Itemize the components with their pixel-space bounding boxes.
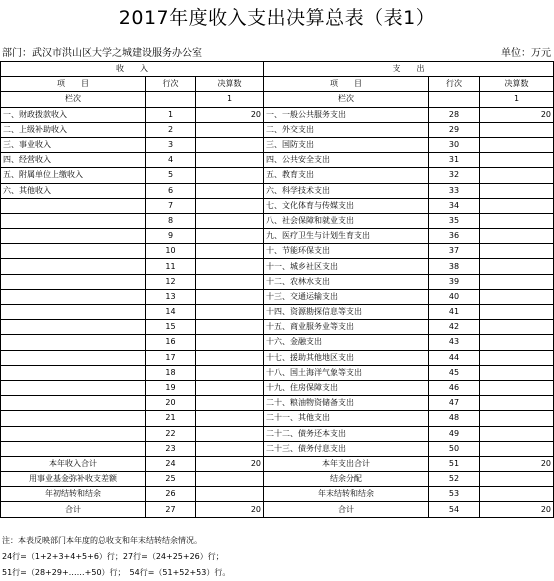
summary-row xyxy=(1,472,554,487)
expense-line-no-cell: 53 xyxy=(429,487,480,502)
expense-amount-cell xyxy=(480,472,554,487)
table-row xyxy=(1,213,554,228)
expense-line-no-cell: 47 xyxy=(429,396,480,411)
income-amount-cell xyxy=(196,183,264,198)
income-item-cell: 五、附属单位上缴收入 xyxy=(1,168,146,183)
expense-item-cell: 十一、城乡社区支出 xyxy=(264,259,429,274)
expense-line-no-cell: 50 xyxy=(429,441,480,456)
expense-amount-cell xyxy=(480,289,554,304)
income-line-no-blank xyxy=(146,92,196,107)
income-line-no-cell: 14 xyxy=(146,305,196,320)
income-item-cell xyxy=(1,274,146,289)
table-row xyxy=(1,168,554,183)
expense-item-cell: 十六、金融支出 xyxy=(264,335,429,350)
table-row xyxy=(1,289,554,304)
expense-amount-cell xyxy=(480,183,554,198)
expense-line-no-cell: 36 xyxy=(429,229,480,244)
department-label: 部门：武汉市洪山区大学之城建设服务办公室 xyxy=(2,48,202,59)
table-row xyxy=(1,122,554,137)
income-line-no-cell: 16 xyxy=(146,335,196,350)
expense-line-no-cell: 41 xyxy=(429,305,480,320)
table-row xyxy=(1,274,554,289)
expense-item-cell: 三、国防支出 xyxy=(264,137,429,152)
income-item-cell: 一、财政拨款收入 xyxy=(1,107,146,122)
income-amount-cell xyxy=(196,198,264,213)
expense-item-cell: 十八、国土海洋气象等支出 xyxy=(264,365,429,380)
table-notes xyxy=(2,533,230,581)
expense-amount-cell xyxy=(480,365,554,380)
expense-line-no-cell: 46 xyxy=(429,380,480,395)
expense-line-no-cell: 45 xyxy=(429,365,480,380)
income-item-cell xyxy=(1,229,146,244)
income-item-cell xyxy=(1,198,146,213)
expense-amount-cell xyxy=(480,411,554,426)
expense-line-no-cell: 31 xyxy=(429,153,480,168)
expense-line-no-cell: 52 xyxy=(429,472,480,487)
income-amount-cell xyxy=(196,259,264,274)
income-item-cell: 本年收入合计 xyxy=(1,456,146,471)
income-item-cell: 年初结转和结余 xyxy=(1,487,146,502)
income-item-cell xyxy=(1,289,146,304)
expense-line-no-cell: 35 xyxy=(429,213,480,228)
expense-amount-cell xyxy=(480,122,554,137)
table-row xyxy=(1,153,554,168)
income-item-cell: 三、事业收入 xyxy=(1,137,146,152)
income-item-cell xyxy=(1,411,146,426)
income-item-cell: 用事业基金弥补收支差额 xyxy=(1,472,146,487)
expense-amount-header: 决算数 xyxy=(480,77,554,92)
expense-column-label: 栏次 xyxy=(264,92,429,107)
income-item-cell xyxy=(1,259,146,274)
income-item-cell xyxy=(1,305,146,320)
expense-item-cell: 合计 xyxy=(264,502,429,517)
expense-item-cell: 年末结转和结余 xyxy=(264,487,429,502)
expense-item-cell: 结余分配 xyxy=(264,472,429,487)
expense-column-number: 1 xyxy=(480,92,554,107)
table-row xyxy=(1,137,554,152)
income-line-no-cell: 27 xyxy=(146,502,196,517)
table-row xyxy=(1,320,554,335)
expense-amount-cell xyxy=(480,426,554,441)
income-item-cell xyxy=(1,244,146,259)
table-row xyxy=(1,396,554,411)
expense-item-cell: 四、公共安全支出 xyxy=(264,153,429,168)
expense-line-no-cell: 37 xyxy=(429,244,480,259)
expense-line-no-header: 行次 xyxy=(429,77,480,92)
income-amount-cell: 20 xyxy=(196,502,264,517)
expense-amount-cell xyxy=(480,168,554,183)
income-amount-cell xyxy=(196,137,264,152)
income-item-cell xyxy=(1,320,146,335)
income-item-cell: 合计 xyxy=(1,502,146,517)
expense-item-cell: 二十、粮油物资储备支出 xyxy=(264,396,429,411)
income-amount-cell xyxy=(196,380,264,395)
summary-row xyxy=(1,487,554,502)
income-amount-header: 决算数 xyxy=(196,77,264,92)
income-item-cell xyxy=(1,350,146,365)
expense-line-no-cell: 38 xyxy=(429,259,480,274)
expense-item-cell: 十九、住房保障支出 xyxy=(264,380,429,395)
income-amount-cell xyxy=(196,350,264,365)
expense-amount-cell xyxy=(480,487,554,502)
table-row xyxy=(1,335,554,350)
expense-line-no-cell: 39 xyxy=(429,274,480,289)
income-amount-cell xyxy=(196,244,264,259)
expense-amount-cell xyxy=(480,320,554,335)
income-line-no-cell: 11 xyxy=(146,259,196,274)
column-index-row xyxy=(1,92,554,107)
income-line-no-cell: 19 xyxy=(146,380,196,395)
income-item-cell xyxy=(1,213,146,228)
expense-line-no-cell: 43 xyxy=(429,335,480,350)
expense-amount-cell xyxy=(480,198,554,213)
expense-line-no-cell: 51 xyxy=(429,456,480,471)
expense-amount-cell xyxy=(480,396,554,411)
expense-amount-cell xyxy=(480,335,554,350)
income-line-no-cell: 25 xyxy=(146,472,196,487)
expense-item-cell: 十二、农林水支出 xyxy=(264,274,429,289)
income-line-no-cell: 18 xyxy=(146,365,196,380)
income-line-no-cell: 26 xyxy=(146,487,196,502)
income-line-no-cell: 3 xyxy=(146,137,196,152)
expense-item-cell: 九、医疗卫生与计划生育支出 xyxy=(264,229,429,244)
expense-line-no-cell: 32 xyxy=(429,168,480,183)
summary-row xyxy=(1,456,554,471)
column-header-row xyxy=(1,77,554,92)
income-amount-cell: 20 xyxy=(196,456,264,471)
income-amount-cell xyxy=(196,274,264,289)
income-line-no-cell: 24 xyxy=(146,456,196,471)
expense-item-cell: 十五、商业服务业等支出 xyxy=(264,320,429,335)
expense-item-cell: 二十三、债务付息支出 xyxy=(264,441,429,456)
expense-amount-cell xyxy=(480,244,554,259)
income-amount-cell xyxy=(196,122,264,137)
expense-item-cell: 十三、交通运输支出 xyxy=(264,289,429,304)
expense-line-no-cell: 54 xyxy=(429,502,480,517)
expense-section-header: 支 出 xyxy=(264,62,554,77)
income-amount-cell xyxy=(196,229,264,244)
expense-line-no-cell: 42 xyxy=(429,320,480,335)
expense-item-cell: 二十一、其他支出 xyxy=(264,411,429,426)
income-column-number: 1 xyxy=(196,92,264,107)
income-item-cell xyxy=(1,441,146,456)
income-amount-cell xyxy=(196,305,264,320)
table-row xyxy=(1,229,554,244)
income-amount-cell xyxy=(196,426,264,441)
income-column-label: 栏次 xyxy=(1,92,146,107)
summary-row xyxy=(1,502,554,517)
income-line-no-cell: 13 xyxy=(146,289,196,304)
income-line-no-cell: 4 xyxy=(146,153,196,168)
income-line-no-cell: 8 xyxy=(146,213,196,228)
expense-amount-cell xyxy=(480,213,554,228)
income-section-header: 收 入 xyxy=(1,62,264,77)
expense-amount-cell xyxy=(480,229,554,244)
unit-label: 单位：万元 xyxy=(501,48,551,59)
note-line: 注：本表反映部门本年度的总收支和年末结转结余情况。 xyxy=(2,536,202,545)
expense-line-no-blank xyxy=(429,92,480,107)
income-amount-cell xyxy=(196,168,264,183)
income-amount-cell xyxy=(196,289,264,304)
expense-line-no-cell: 30 xyxy=(429,137,480,152)
expense-item-cell: 二十二、债务还本支出 xyxy=(264,426,429,441)
budget-summary-table xyxy=(0,61,554,518)
expense-amount-cell xyxy=(480,350,554,365)
expense-amount-cell xyxy=(480,274,554,289)
income-amount-cell xyxy=(196,320,264,335)
table-row xyxy=(1,244,554,259)
expense-line-no-cell: 44 xyxy=(429,350,480,365)
table-row xyxy=(1,259,554,274)
expense-item-cell: 二、外交支出 xyxy=(264,122,429,137)
expense-item-cell: 一、一般公共服务支出 xyxy=(264,107,429,122)
income-line-no-cell: 6 xyxy=(146,183,196,198)
expense-item-cell: 十七、援助其他地区支出 xyxy=(264,350,429,365)
table-row xyxy=(1,411,554,426)
income-amount-cell xyxy=(196,396,264,411)
income-item-header: 项 目 xyxy=(1,77,146,92)
income-line-no-cell: 9 xyxy=(146,229,196,244)
income-line-no-cell: 12 xyxy=(146,274,196,289)
expense-line-no-cell: 40 xyxy=(429,289,480,304)
income-amount-cell xyxy=(196,153,264,168)
expense-line-no-cell: 33 xyxy=(429,183,480,198)
expense-amount-cell: 20 xyxy=(480,502,554,517)
income-item-cell xyxy=(1,365,146,380)
income-line-no-cell: 23 xyxy=(146,441,196,456)
table-row xyxy=(1,441,554,456)
income-line-no-cell: 22 xyxy=(146,426,196,441)
expense-item-cell: 十、节能环保支出 xyxy=(264,244,429,259)
income-line-no-cell: 2 xyxy=(146,122,196,137)
expense-item-header: 项 目 xyxy=(264,77,429,92)
expense-line-no-cell: 28 xyxy=(429,107,480,122)
income-item-cell xyxy=(1,426,146,441)
expense-amount-cell xyxy=(480,153,554,168)
table-row xyxy=(1,380,554,395)
income-line-no-cell: 17 xyxy=(146,350,196,365)
expense-amount-cell xyxy=(480,137,554,152)
section-header-row xyxy=(1,62,554,77)
expense-item-cell: 本年支出合计 xyxy=(264,456,429,471)
income-amount-cell xyxy=(196,213,264,228)
note-line: 51行=（28+29+……+50）行； 54行=（51+52+53）行。 xyxy=(2,568,231,577)
income-item-cell xyxy=(1,335,146,350)
expense-amount-cell xyxy=(480,259,554,274)
expense-line-no-cell: 48 xyxy=(429,411,480,426)
table-row xyxy=(1,426,554,441)
income-item-cell: 四、经营收入 xyxy=(1,153,146,168)
income-amount-cell xyxy=(196,335,264,350)
expense-item-cell: 十四、资源勘探信息等支出 xyxy=(264,305,429,320)
expense-line-no-cell: 29 xyxy=(429,122,480,137)
income-line-no-cell: 5 xyxy=(146,168,196,183)
income-item-cell xyxy=(1,396,146,411)
income-line-no-cell: 1 xyxy=(146,107,196,122)
income-item-cell xyxy=(1,380,146,395)
expense-item-cell: 六、科学技术支出 xyxy=(264,183,429,198)
expense-amount-cell xyxy=(480,441,554,456)
note-line: 24行=（1+2+3+4+5+6）行；27行=（24+25+26）行； xyxy=(2,552,224,561)
income-amount-cell xyxy=(196,441,264,456)
income-line-no-header: 行次 xyxy=(146,77,196,92)
income-line-no-cell: 7 xyxy=(146,198,196,213)
income-line-no-cell: 20 xyxy=(146,396,196,411)
table-row xyxy=(1,198,554,213)
income-item-cell: 二、上级补助收入 xyxy=(1,122,146,137)
income-amount-cell xyxy=(196,487,264,502)
table-row xyxy=(1,183,554,198)
table-row xyxy=(1,305,554,320)
expense-item-cell: 七、文化体育与传媒支出 xyxy=(264,198,429,213)
expense-amount-cell: 20 xyxy=(480,107,554,122)
expense-line-no-cell: 34 xyxy=(429,198,480,213)
expense-amount-cell xyxy=(480,305,554,320)
income-line-no-cell: 21 xyxy=(146,411,196,426)
expense-amount-cell: 20 xyxy=(480,456,554,471)
income-line-no-cell: 15 xyxy=(146,320,196,335)
table-row xyxy=(1,350,554,365)
income-line-no-cell: 10 xyxy=(146,244,196,259)
expense-item-cell: 八、社会保障和就业支出 xyxy=(264,213,429,228)
income-amount-cell xyxy=(196,472,264,487)
expense-line-no-cell: 49 xyxy=(429,426,480,441)
income-amount-cell xyxy=(196,365,264,380)
report-title: 2017年度收入支出决算总表（表1） xyxy=(118,7,436,29)
table-row xyxy=(1,365,554,380)
expense-item-cell: 五、教育支出 xyxy=(264,168,429,183)
income-amount-cell: 20 xyxy=(196,107,264,122)
income-item-cell: 六、其他收入 xyxy=(1,183,146,198)
income-amount-cell xyxy=(196,411,264,426)
expense-amount-cell xyxy=(480,380,554,395)
table-row xyxy=(1,107,554,122)
